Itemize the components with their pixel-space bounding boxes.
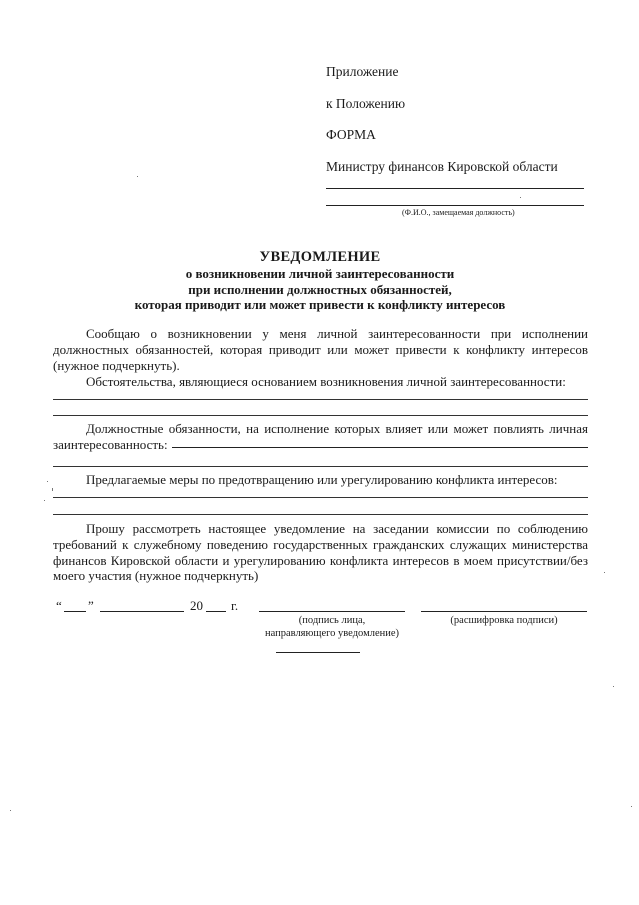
fio-caption: (Ф.И.О., замещаемая должность) xyxy=(402,208,515,217)
title-line-1: о возникновении личной заинтересованности xyxy=(185,266,455,281)
title-line-2: при исполнении должностных обязанностей, xyxy=(188,281,452,297)
title-main: УВЕДОМЛЕНИЕ xyxy=(259,249,381,265)
paragraph-circumstances: Обстоятельства, являющиеся основанием возникновения личной заинтересованности: xyxy=(86,374,566,389)
date-year-line xyxy=(206,611,226,612)
year-suffix: г. xyxy=(231,598,239,613)
addressee-fill-line-2 xyxy=(326,205,584,206)
scan-speck xyxy=(47,481,48,482)
fill-line xyxy=(53,514,588,515)
scan-speck xyxy=(604,572,605,573)
form-label: ФОРМА xyxy=(326,127,376,142)
regulation-label: к Положению xyxy=(326,96,406,111)
scan-speck xyxy=(44,500,45,501)
paragraph-measures: Предлагаемые меры по предотвращению или урегулированию конфликта интересов: xyxy=(86,472,558,487)
scan-speck xyxy=(520,197,521,198)
scan-speck xyxy=(137,176,138,177)
fill-line xyxy=(53,399,588,400)
registration-line xyxy=(276,652,360,653)
signature-caption-line-2: направляющего уведомление) xyxy=(264,628,400,639)
date-day-line xyxy=(64,611,86,612)
paragraph-request: Прошу рассмотреть настоящее уведомление на заседании комиссии по соблюдению требований к служебному поведению государственных гражданских служащих министерства финансов Кировской области и урегулированию конфликта интересов в моем присутствии/без моего участия (нужное подчеркнуть) xyxy=(53,521,588,584)
fill-line xyxy=(53,466,588,467)
scan-speck xyxy=(52,488,53,491)
signature-caption-line-1: (подпись лица, xyxy=(298,615,366,626)
scan-speck xyxy=(10,810,11,811)
addressee-fill-line-1 xyxy=(326,188,584,189)
decode-line xyxy=(421,611,587,612)
signature-line xyxy=(259,611,405,612)
scan-speck xyxy=(613,686,614,687)
notification-title xyxy=(40,248,600,313)
fill-line xyxy=(53,497,588,498)
signature-caption xyxy=(252,614,412,640)
date-open-quote: “ xyxy=(56,598,62,613)
fill-line xyxy=(172,447,588,448)
year-prefix: 20 xyxy=(190,598,203,613)
appendix-label: Приложение xyxy=(326,64,399,79)
addressee-line: Министру финансов Кировской области xyxy=(326,159,558,174)
date-close-quote: ” xyxy=(88,598,94,613)
title-line-3: которая приводит или может привести к конфликту интересов xyxy=(134,297,506,312)
scan-speck xyxy=(631,806,632,807)
paragraph-notification: Сообщаю о возникновении у меня личной заинтересованности при исполнении должностных обязанностей, которая приводит или может привести к конфликту интересов (нужное подчеркнуть). xyxy=(53,326,588,373)
paragraph-duties: Должностные обязанности, на исполнение которых влияет или может повлиять личная заинтересованность: xyxy=(53,421,588,452)
date-month-line xyxy=(100,611,184,612)
decode-caption: (расшифровка подписи) xyxy=(450,615,558,626)
fill-line xyxy=(53,415,588,416)
